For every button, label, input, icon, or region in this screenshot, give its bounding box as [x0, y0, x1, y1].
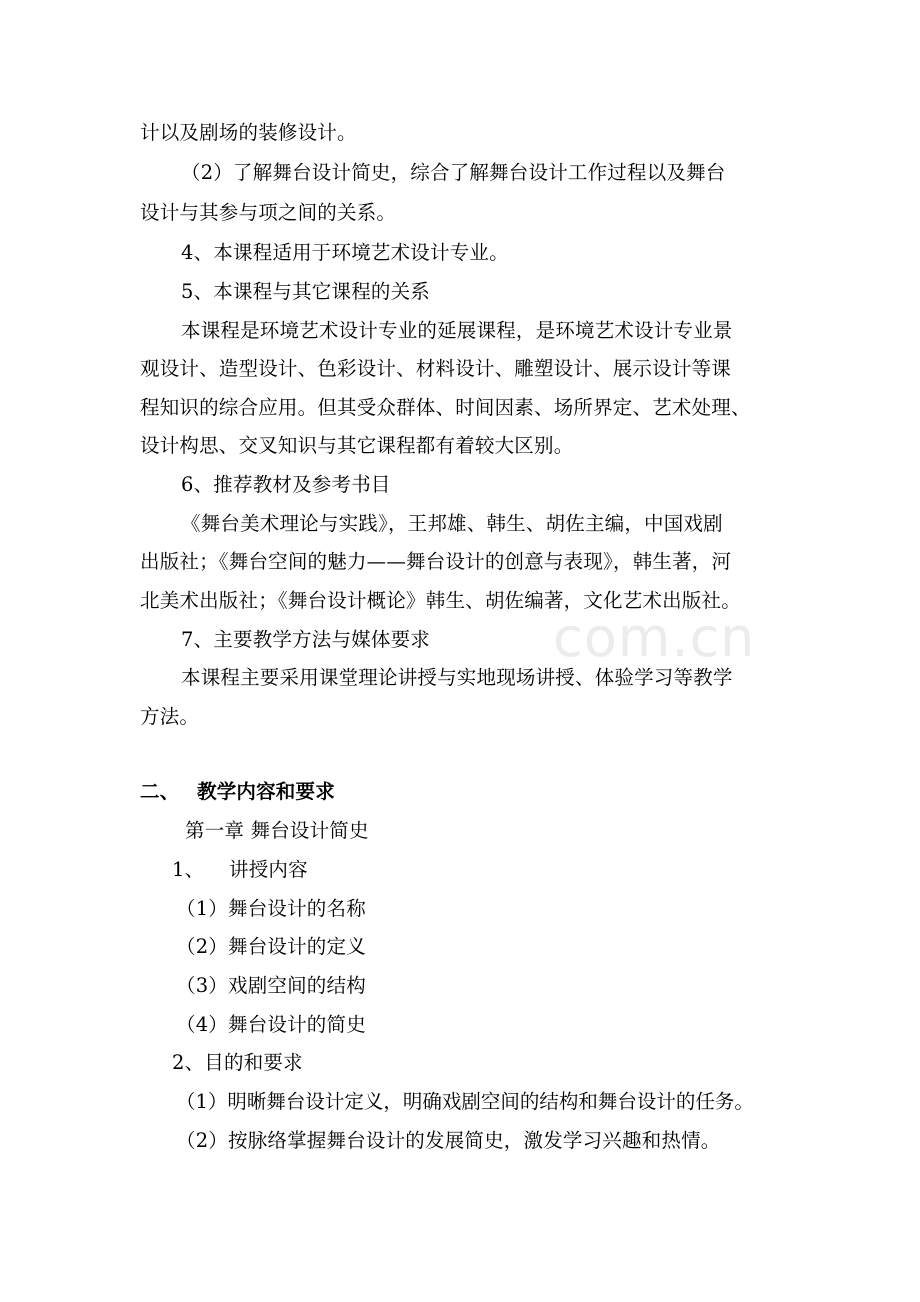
paragraph-line: 设计构思、交叉知识与其它课程都有着较大区别。 — [140, 434, 574, 457]
goal-item: （2）按脉络掌握舞台设计的发展简史，激发学习兴趣和热情。 — [176, 1129, 721, 1152]
item-title: 讲授内容 — [229, 858, 308, 881]
paragraph-line: 程知识的综合应用。但其受众群体、时间因素、场所界定、艺术处理、 — [140, 396, 751, 419]
sub-item: （4）舞台设计的简史 — [176, 1013, 366, 1036]
paragraph-line: 观设计、造型设计、色彩设计、材料设计、雕塑设计、展示设计等课 — [140, 357, 732, 380]
section-title: 教学内容和要求 — [197, 780, 335, 803]
paragraph-line: 北美术出版社；《舞台设计概论》韩生、胡佐编著，文化艺术出版社。 — [140, 589, 741, 612]
paragraph-line: （2）了解舞台设计简史，综合了解舞台设计工作过程以及舞台 — [181, 161, 726, 184]
sub-item: （3）戏剧空间的结构 — [176, 974, 366, 997]
sub-item: （1）舞台设计的名称 — [176, 897, 366, 920]
item-title: 2、目的和要求 — [172, 1051, 303, 1074]
paragraph-line: 出版社；《舞台空间的魅力——舞台设计的创意与表现》，韩生著，河 — [140, 550, 732, 573]
paragraph-line: 4、本课程适用于环境艺术设计专业。 — [181, 241, 509, 264]
paragraph-line: 方法。 — [140, 705, 200, 728]
section-number: 二、 — [140, 780, 180, 803]
paragraph-line: 本课程是环境艺术设计专业的延展课程，是环境艺术设计专业景 — [181, 319, 733, 342]
paragraph-line: 7、主要教学方法与媒体要求 — [181, 628, 431, 651]
paragraph-line: 设计与其参与项之间的关系。 — [140, 201, 397, 224]
chapter-title: 第一章 舞台设计简史 — [185, 819, 369, 842]
goal-item: （1）明晰舞台设计定义，明确戏剧空间的结构和舞台设计的任务。 — [176, 1090, 754, 1113]
paragraph-line: 计以及剧场的装修设计。 — [140, 121, 357, 144]
paragraph-line: 《舞台美术理论与实践》，王邦雄、韩生、胡佐主编，中国戏剧 — [181, 512, 723, 535]
item-number: 1、 — [172, 858, 205, 881]
paragraph-line: 5、本课程与其它课程的关系 — [181, 280, 431, 303]
sub-item: （2）舞台设计的定义 — [176, 935, 366, 958]
paragraph-line: 6、推荐教材及参考书目 — [181, 473, 391, 496]
watermark: com.cn — [553, 606, 756, 669]
paragraph-line: 本课程主要采用课堂理论讲授与实地现场讲授、体验学习等教学 — [181, 666, 733, 689]
